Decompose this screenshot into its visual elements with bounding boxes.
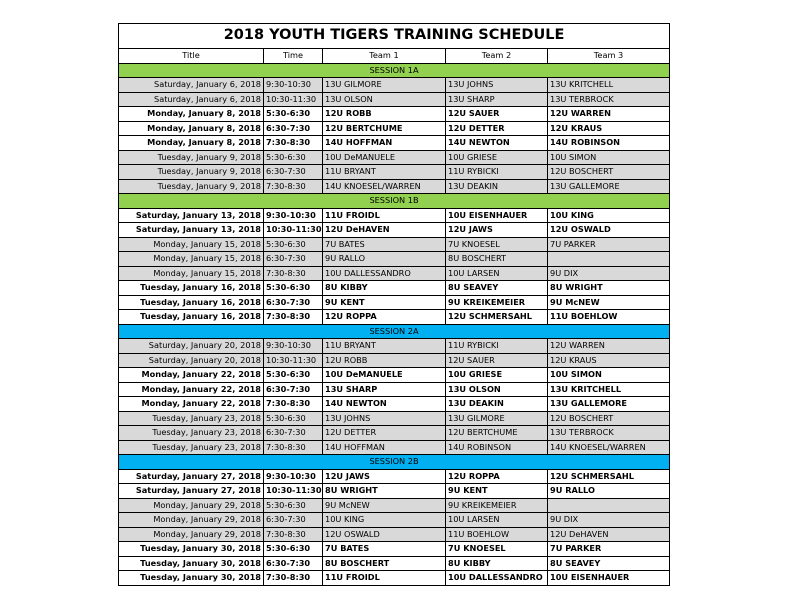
team-1-cell: 10U DeMANUELE [323, 368, 446, 383]
schedule-body [119, 63, 670, 585]
time-cell: 9:30-10:30 [264, 208, 323, 223]
table-row [119, 426, 670, 441]
team-1-cell: 12U OSWALD [323, 527, 446, 542]
team-2-cell: 7U KNOESEL [446, 542, 548, 557]
table-row [119, 281, 670, 296]
column-header-team-2: Team 2 [446, 49, 548, 64]
team-2-cell: 10U GRIESE [446, 150, 548, 165]
table-row [119, 223, 670, 238]
time-cell: 6:30-7:30 [264, 295, 323, 310]
team-1-cell: 13U JOHNS [323, 411, 446, 426]
team-2-cell: 12U DETTER [446, 121, 548, 136]
table-row [119, 469, 670, 484]
date-cell: Tuesday, January 16, 2018 [119, 281, 264, 296]
team-3-cell: 8U SEAVEY [548, 556, 670, 571]
table-row [119, 107, 670, 122]
date-cell: Monday, January 15, 2018 [119, 266, 264, 281]
team-1-cell: 14U KNOESEL/WARREN [323, 179, 446, 194]
session-label: SESSION 1B [119, 194, 670, 209]
time-cell: 7:30-8:30 [264, 571, 323, 586]
time-cell: 6:30-7:30 [264, 165, 323, 180]
team-2-cell: 10U LARSEN [446, 513, 548, 528]
time-cell: 6:30-7:30 [264, 513, 323, 528]
team-1-cell: 13U SHARP [323, 382, 446, 397]
date-cell: Tuesday, January 30, 2018 [119, 542, 264, 557]
team-2-cell: 11U RYBICKI [446, 165, 548, 180]
team-3-cell: 13U TERBROCK [548, 92, 670, 107]
team-3-cell: 12U WARREN [548, 339, 670, 354]
table-row [119, 179, 670, 194]
table-row [119, 136, 670, 151]
team-2-cell: 14U NEWTON [446, 136, 548, 151]
table-row [119, 513, 670, 528]
team-1-cell: 7U BATES [323, 237, 446, 252]
date-cell: Tuesday, January 23, 2018 [119, 411, 264, 426]
team-1-cell: 8U KIBBY [323, 281, 446, 296]
team-2-cell: 13U OLSON [446, 382, 548, 397]
time-cell: 5:30-6:30 [264, 498, 323, 513]
team-3-cell: 12U KRAUS [548, 353, 670, 368]
team-1-cell: 12U JAWS [323, 469, 446, 484]
team-2-cell: 13U SHARP [446, 92, 548, 107]
team-3-cell: 10U SIMON [548, 150, 670, 165]
team-1-cell: 11U FROIDL [323, 571, 446, 586]
time-cell: 7:30-8:30 [264, 397, 323, 412]
table-row [119, 295, 670, 310]
team-2-cell: 8U SEAVEY [446, 281, 548, 296]
date-cell: Monday, January 22, 2018 [119, 382, 264, 397]
table-row [119, 208, 670, 223]
table-row [119, 498, 670, 513]
team-3-cell: 7U PARKER [548, 237, 670, 252]
time-cell: 6:30-7:30 [264, 426, 323, 441]
team-3-cell: 13U TERBROCK [548, 426, 670, 441]
time-cell: 5:30-6:30 [264, 150, 323, 165]
team-3-cell: 14U ROBINSON [548, 136, 670, 151]
time-cell: 7:30-8:30 [264, 266, 323, 281]
table-row [119, 310, 670, 325]
session-header-row [119, 63, 670, 78]
team-2-cell: 13U DEAKIN [446, 397, 548, 412]
team-1-cell: 14U HOFFMAN [323, 440, 446, 455]
team-2-cell: 7U KNOESEL [446, 237, 548, 252]
table-row [119, 252, 670, 267]
schedule-table [118, 23, 670, 586]
team-3-cell: 11U BOEHLOW [548, 310, 670, 325]
team-1-cell: 14U NEWTON [323, 397, 446, 412]
date-cell: Tuesday, January 16, 2018 [119, 310, 264, 325]
team-2-cell: 12U BERTCHUME [446, 426, 548, 441]
team-2-cell: 14U ROBINSON [446, 440, 548, 455]
date-cell: Tuesday, January 23, 2018 [119, 426, 264, 441]
team-3-cell: 13U KRITCHELL [548, 78, 670, 93]
date-cell: Saturday, January 27, 2018 [119, 469, 264, 484]
date-cell: Monday, January 29, 2018 [119, 527, 264, 542]
date-cell: Saturday, January 27, 2018 [119, 484, 264, 499]
date-cell: Monday, January 15, 2018 [119, 252, 264, 267]
table-row [119, 527, 670, 542]
date-cell: Tuesday, January 16, 2018 [119, 295, 264, 310]
team-1-cell: 12U BERTCHUME [323, 121, 446, 136]
team-3-cell: 12U OSWALD [548, 223, 670, 238]
team-3-cell: 12U SCHMERSAHL [548, 469, 670, 484]
team-2-cell: 13U DEAKIN [446, 179, 548, 194]
table-row [119, 150, 670, 165]
time-cell: 5:30-6:30 [264, 368, 323, 383]
team-1-cell: 11U BRYANT [323, 165, 446, 180]
session-label: SESSION 2B [119, 455, 670, 470]
schedule-title: 2018 YOUTH TIGERS TRAINING SCHEDULE [119, 24, 670, 49]
team-2-cell: 9U KREIKEMEIER [446, 295, 548, 310]
column-header-team-3: Team 3 [548, 49, 670, 64]
column-header-time: Time [264, 49, 323, 64]
date-cell: Monday, January 29, 2018 [119, 513, 264, 528]
team-2-cell: 13U JOHNS [446, 78, 548, 93]
team-3-cell: 12U KRAUS [548, 121, 670, 136]
date-cell: Monday, January 22, 2018 [119, 368, 264, 383]
team-3-cell: 12U BOSCHERT [548, 165, 670, 180]
date-cell: Monday, January 22, 2018 [119, 397, 264, 412]
table-row [119, 484, 670, 499]
time-cell: 10:30-11:30 [264, 484, 323, 499]
team-2-cell: 12U ROPPA [446, 469, 548, 484]
team-2-cell: 9U KREIKEMEIER [446, 498, 548, 513]
team-1-cell: 12U DeHAVEN [323, 223, 446, 238]
column-header-row [119, 49, 670, 64]
table-row [119, 556, 670, 571]
team-3-cell: 13U KRITCHELL [548, 382, 670, 397]
team-3-cell: 12U DeHAVEN [548, 527, 670, 542]
table-row [119, 92, 670, 107]
team-1-cell: 12U ROPPA [323, 310, 446, 325]
table-row [119, 382, 670, 397]
table-row [119, 440, 670, 455]
time-cell: 9:30-10:30 [264, 78, 323, 93]
date-cell: Tuesday, January 9, 2018 [119, 165, 264, 180]
time-cell: 5:30-6:30 [264, 281, 323, 296]
table-row [119, 237, 670, 252]
team-3-cell: 10U SIMON [548, 368, 670, 383]
column-header-team-1: Team 1 [323, 49, 446, 64]
team-1-cell: 14U HOFFMAN [323, 136, 446, 151]
team-3-cell: 8U WRIGHT [548, 281, 670, 296]
team-1-cell: 10U KING [323, 513, 446, 528]
table-row [119, 368, 670, 383]
date-cell: Monday, January 29, 2018 [119, 498, 264, 513]
team-2-cell: 11U BOEHLOW [446, 527, 548, 542]
team-2-cell: 8U KIBBY [446, 556, 548, 571]
team-1-cell: 12U ROBB [323, 353, 446, 368]
team-3-cell: 12U WARREN [548, 107, 670, 122]
team-2-cell: 13U GILMORE [446, 411, 548, 426]
team-1-cell: 13U GILMORE [323, 78, 446, 93]
team-3-cell: 9U McNEW [548, 295, 670, 310]
team-2-cell: 10U LARSEN [446, 266, 548, 281]
time-cell: 6:30-7:30 [264, 252, 323, 267]
team-1-cell: 12U DETTER [323, 426, 446, 441]
team-1-cell: 8U BOSCHERT [323, 556, 446, 571]
time-cell: 6:30-7:30 [264, 556, 323, 571]
table-row [119, 397, 670, 412]
time-cell: 7:30-8:30 [264, 527, 323, 542]
session-label: SESSION 2A [119, 324, 670, 339]
team-2-cell: 11U RYBICKI [446, 339, 548, 354]
time-cell: 10:30-11:30 [264, 92, 323, 107]
time-cell: 7:30-8:30 [264, 440, 323, 455]
date-cell: Saturday, January 20, 2018 [119, 353, 264, 368]
date-cell: Tuesday, January 9, 2018 [119, 179, 264, 194]
table-row [119, 339, 670, 354]
team-3-cell: 7U PARKER [548, 542, 670, 557]
date-cell: Saturday, January 13, 2018 [119, 223, 264, 238]
date-cell: Monday, January 15, 2018 [119, 237, 264, 252]
schedule-sheet [118, 23, 669, 586]
date-cell: Saturday, January 13, 2018 [119, 208, 264, 223]
team-2-cell: 10U DALLESSANDRO [446, 571, 548, 586]
team-3-cell: 12U BOSCHERT [548, 411, 670, 426]
table-row [119, 165, 670, 180]
session-label: SESSION 1A [119, 63, 670, 78]
time-cell: 7:30-8:30 [264, 310, 323, 325]
team-2-cell: 10U GRIESE [446, 368, 548, 383]
column-header-title: Title [119, 49, 264, 64]
session-header-row [119, 455, 670, 470]
team-2-cell: 12U SAUER [446, 107, 548, 122]
time-cell: 5:30-6:30 [264, 411, 323, 426]
date-cell: Monday, January 8, 2018 [119, 121, 264, 136]
date-cell: Tuesday, January 9, 2018 [119, 150, 264, 165]
team-1-cell: 10U DALLESSANDRO [323, 266, 446, 281]
date-cell: Monday, January 8, 2018 [119, 136, 264, 151]
team-3-cell [548, 498, 670, 513]
table-row [119, 571, 670, 586]
date-cell: Saturday, January 6, 2018 [119, 92, 264, 107]
team-3-cell [548, 252, 670, 267]
date-cell: Tuesday, January 30, 2018 [119, 556, 264, 571]
time-cell: 6:30-7:30 [264, 121, 323, 136]
date-cell: Tuesday, January 23, 2018 [119, 440, 264, 455]
session-header-row [119, 194, 670, 209]
date-cell: Tuesday, January 30, 2018 [119, 571, 264, 586]
team-1-cell: 11U BRYANT [323, 339, 446, 354]
time-cell: 10:30-11:30 [264, 223, 323, 238]
team-2-cell: 9U KENT [446, 484, 548, 499]
table-row [119, 542, 670, 557]
team-2-cell: 12U JAWS [446, 223, 548, 238]
date-cell: Saturday, January 6, 2018 [119, 78, 264, 93]
team-3-cell: 14U KNOESEL/WARREN [548, 440, 670, 455]
team-3-cell: 9U RALLO [548, 484, 670, 499]
team-1-cell: 9U RALLO [323, 252, 446, 267]
team-3-cell: 9U DIX [548, 266, 670, 281]
date-cell: Monday, January 8, 2018 [119, 107, 264, 122]
time-cell: 5:30-6:30 [264, 237, 323, 252]
team-2-cell: 12U SCHMERSAHL [446, 310, 548, 325]
time-cell: 9:30-10:30 [264, 469, 323, 484]
table-row [119, 411, 670, 426]
team-1-cell: 9U KENT [323, 295, 446, 310]
team-3-cell: 10U KING [548, 208, 670, 223]
team-3-cell: 10U EISENHAUER [548, 571, 670, 586]
team-1-cell: 8U WRIGHT [323, 484, 446, 499]
team-1-cell: 7U BATES [323, 542, 446, 557]
time-cell: 7:30-8:30 [264, 179, 323, 194]
team-1-cell: 11U FROIDL [323, 208, 446, 223]
time-cell: 10:30-11:30 [264, 353, 323, 368]
team-1-cell: 12U ROBB [323, 107, 446, 122]
time-cell: 5:30-6:30 [264, 107, 323, 122]
team-1-cell: 10U DeMANUELE [323, 150, 446, 165]
team-1-cell: 13U OLSON [323, 92, 446, 107]
table-row [119, 121, 670, 136]
time-cell: 7:30-8:30 [264, 136, 323, 151]
team-3-cell: 13U GALLEMORE [548, 397, 670, 412]
team-3-cell: 13U GALLEMORE [548, 179, 670, 194]
date-cell: Saturday, January 20, 2018 [119, 339, 264, 354]
team-2-cell: 10U EISENHAUER [446, 208, 548, 223]
team-1-cell: 9U McNEW [323, 498, 446, 513]
table-row [119, 78, 670, 93]
session-header-row [119, 324, 670, 339]
time-cell: 5:30-6:30 [264, 542, 323, 557]
time-cell: 9:30-10:30 [264, 339, 323, 354]
time-cell: 6:30-7:30 [264, 382, 323, 397]
team-2-cell: 8U BOSCHERT [446, 252, 548, 267]
table-row [119, 266, 670, 281]
team-3-cell: 9U DIX [548, 513, 670, 528]
team-2-cell: 12U SAUER [446, 353, 548, 368]
table-row [119, 353, 670, 368]
